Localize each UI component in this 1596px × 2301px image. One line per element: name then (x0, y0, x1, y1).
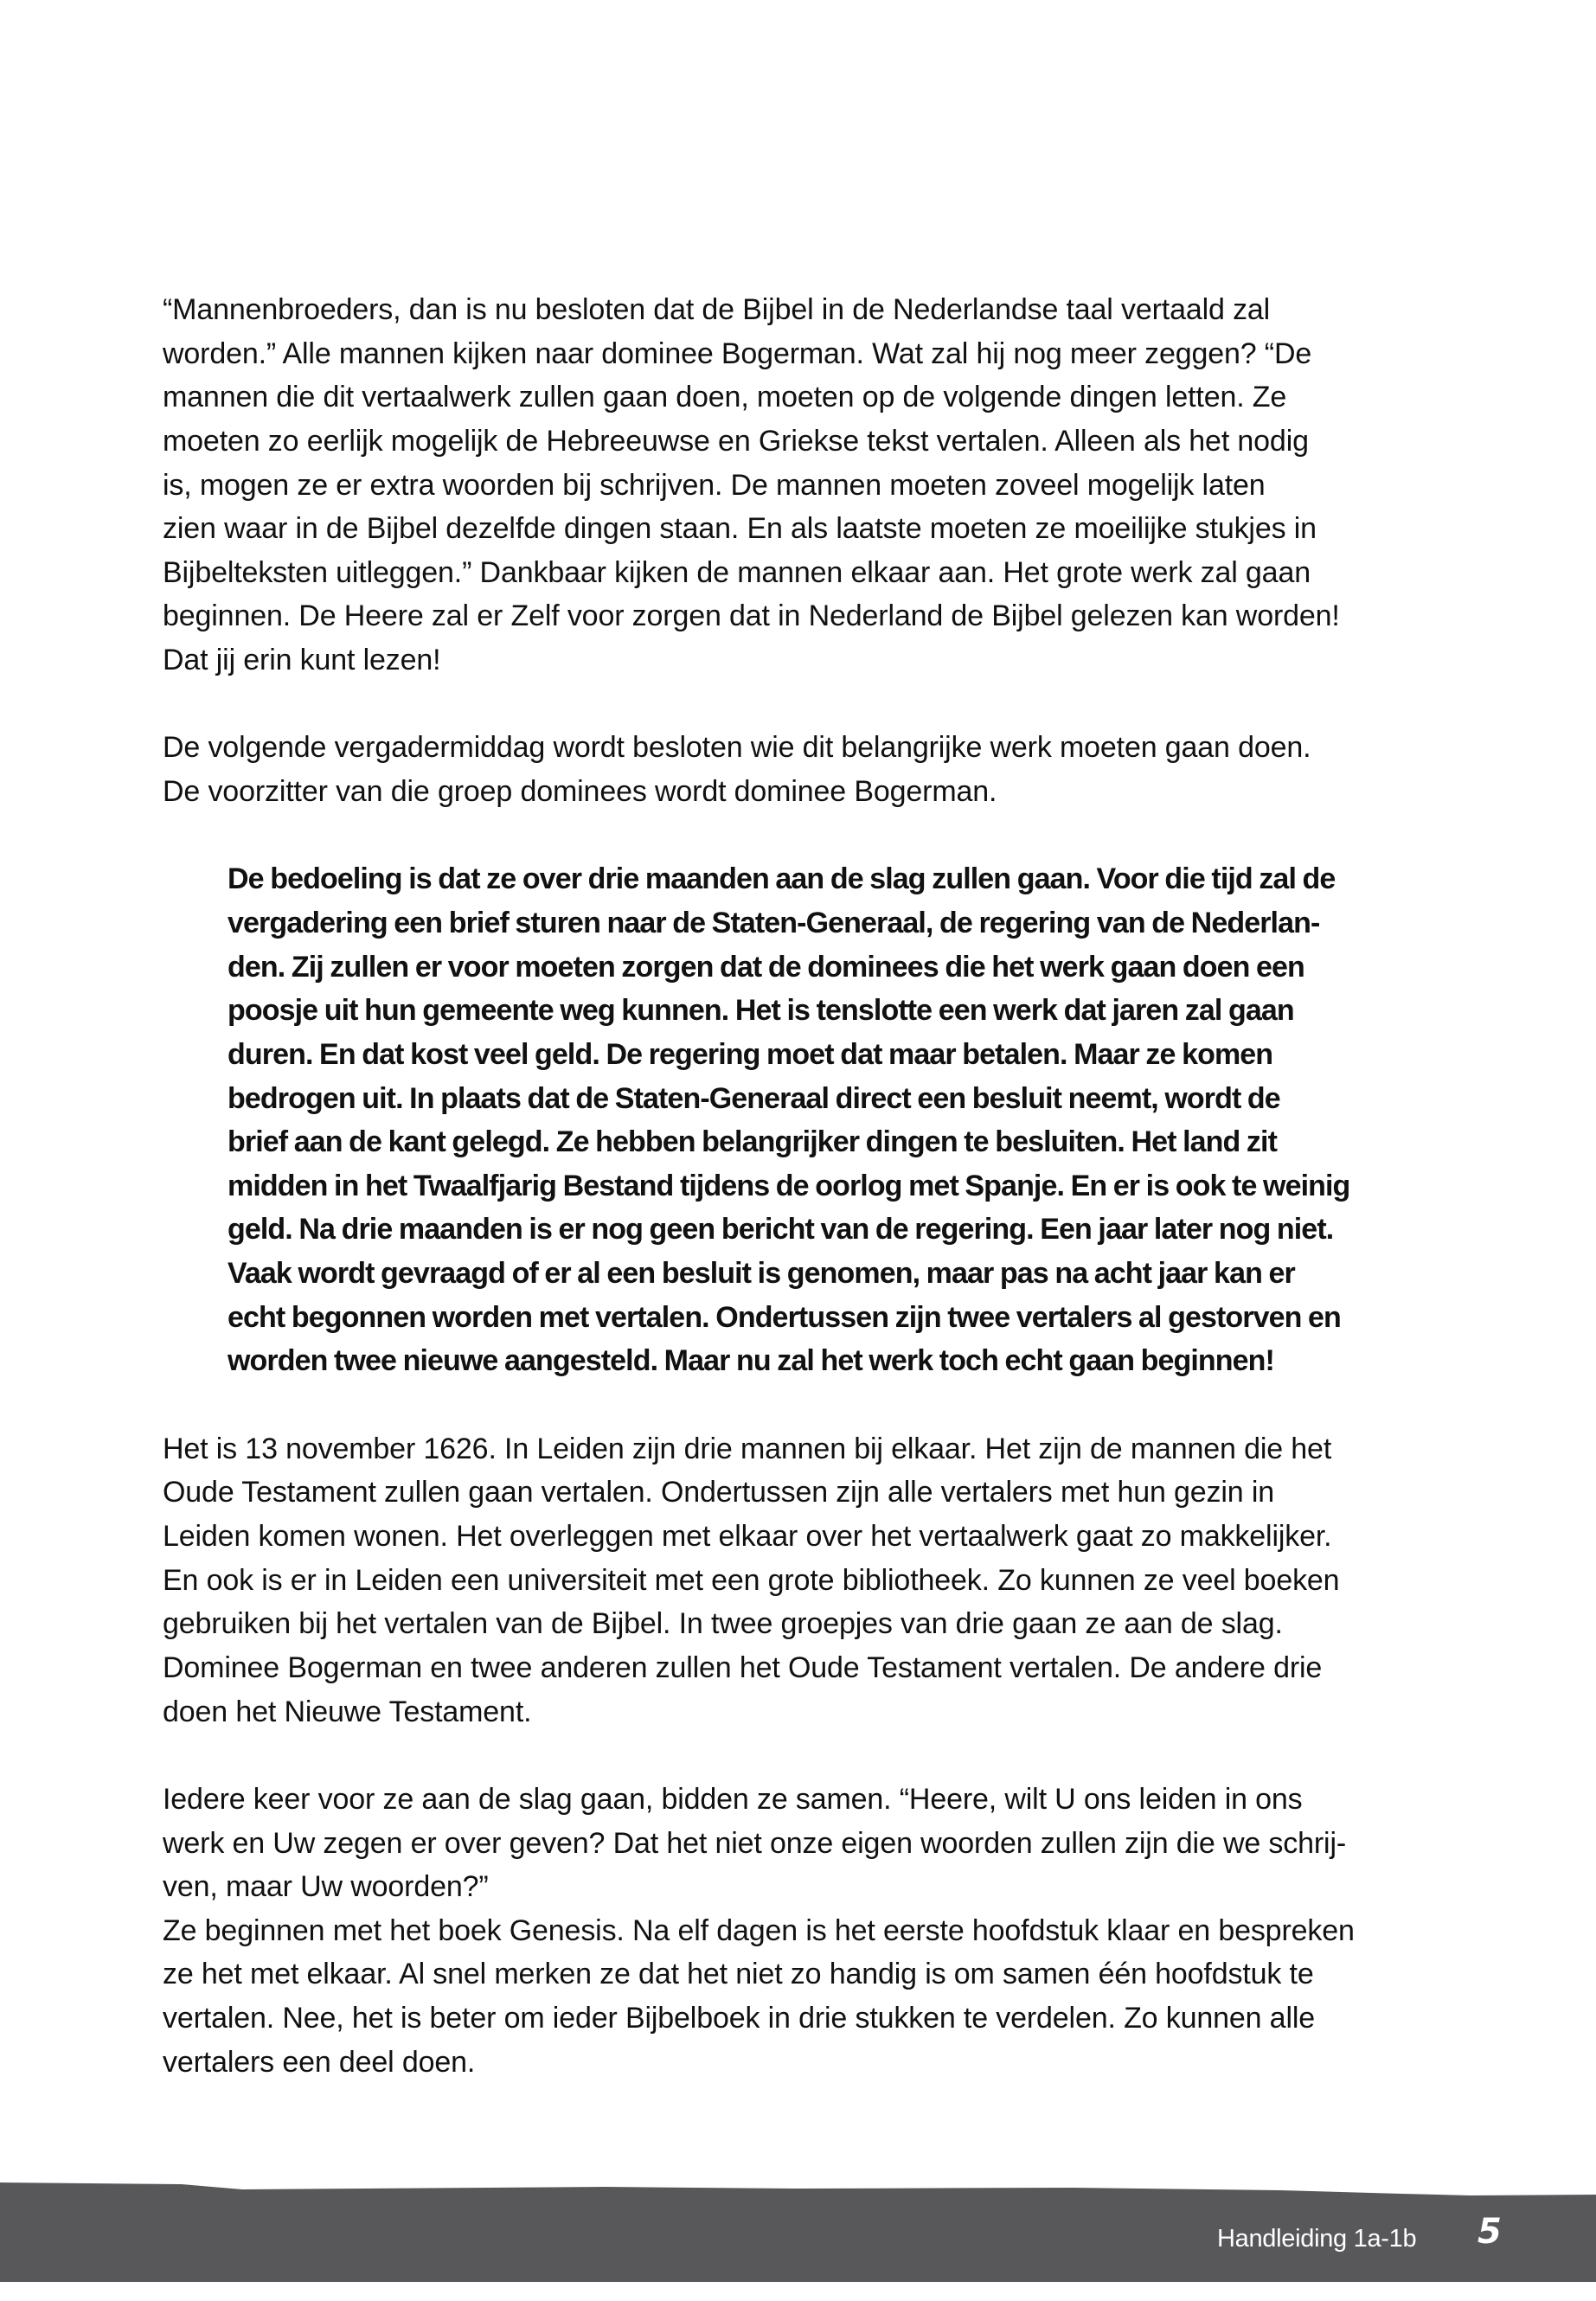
text-line: is, mogen ze er extra woorden bij schrijven. De mannen moeten zoveel mogelijk laten (163, 468, 1266, 502)
text-line: midden in het Twaalfjarig Bestand tijdens de oorlog met Spanje. En er is ook te weinig (228, 1169, 1350, 1202)
text-line: Oude Testament zullen gaan vertalen. Ondertussen zijn alle vertalers met hun gezin in (163, 1476, 1275, 1509)
text-line: brief aan de kant gelegd. Ze hebben belangrijker dingen te besluiten. Het land zit (228, 1125, 1277, 1159)
text-line: geld. Na drie maanden is er nog geen bericht van de regering. Een jaar later nog niet. (228, 1213, 1334, 1247)
text-line: gebruiken bij het vertalen van de Bijbel. In twee groepjes van drie gaan ze aan de slag. (163, 1607, 1283, 1641)
paragraph-spacer (163, 814, 1355, 858)
text-line: bedrogen uit. In plaats dat de Staten-Generaal direct een besluit neemt, wordt de (228, 1081, 1280, 1115)
text-line: ze het met elkaar. Al snel merken ze dat het niet zo handig is om samen één hoofdstuk te (163, 1958, 1314, 1991)
paragraph-spacer (163, 1734, 1355, 1778)
footer-title: Handleiding 1a-1b (1217, 2225, 1417, 2253)
text-line: zien waar in de Bijbel dezelfde dingen staan. En als laatste moeten ze moeilijke stukjes in (163, 512, 1317, 546)
text-line: vertalen. Nee, het is beter om ieder Bijbelboek in drie stukken te verdelen. Zo kunnen alle (163, 2002, 1316, 2035)
callout-text (228, 857, 1349, 1383)
paragraph-1 (163, 288, 1355, 683)
text-line: mannen die dit vertaalwerk zullen gaan doen, moeten op de volgende dingen letten. Ze (163, 381, 1287, 414)
text-line: Vaak wordt gevraagd of er al een besluit is genomen, maar pas na acht jaar kan er (228, 1257, 1295, 1291)
text-line: Leiden komen wonen. Het overleggen met elkaar over het vertaalwerk gaat zo makkelijker. (163, 1520, 1332, 1554)
paragraph-2 (163, 726, 1355, 813)
text-line: De voorzitter van die groep dominees wordt dominee Bogerman. (163, 775, 997, 809)
callout-paragraph (163, 857, 1355, 1383)
text-line: De bedoeling is dat ze over drie maanden aan de slag zullen gaan. Voor die tijd zal de (228, 862, 1336, 896)
text-line: duren. En dat kost veel geld. De regering moet dat maar betalen. Maar ze komen (228, 1037, 1273, 1071)
paragraph-spacer (163, 1383, 1355, 1427)
text-line: doen het Nieuwe Testament. (163, 1695, 532, 1728)
text-line: En ook is er in Leiden een universiteit met een grote bibliotheek. Zo kunnen ze veel boeken (163, 1563, 1340, 1597)
text-line: Dominee Bogerman en twee anderen zullen het Oude Testament vertalen. De andere drie (163, 1650, 1323, 1684)
paragraph-5 (163, 1778, 1355, 2084)
text-line: Het is 13 november 1626. In Leiden zijn drie mannen bij elkaar. Het zijn de mannen die het (163, 1432, 1332, 1465)
text-line: Bijbelteksten uitleggen.” Dankbaar kijken de mannen elkaar aan. Het grote werk zal gaan (163, 555, 1311, 589)
page-number: 5 (1477, 2212, 1502, 2252)
paragraph-spacer (163, 683, 1355, 727)
text-line: worden twee nieuwe aangesteld. Maar nu zal het werk toch echt gaan beginnen! (228, 1344, 1274, 1378)
text-line: werk en Uw zegen er over geven? Dat het niet onze eigen woorden zullen zijn die we schrij- (163, 1826, 1347, 1860)
text-line: beginnen. De Heere zal er Zelf voor zorgen dat in Nederland de Bijbel gelezen kan worden! (163, 599, 1340, 633)
text-line: den. Zij zullen er voor moeten zorgen dat de dominees die het werk gaan doen een (228, 950, 1304, 984)
text-line: ven, maar Uw woorden?” (163, 1870, 489, 1904)
body-text (163, 288, 1355, 2084)
text-line: vergadering een brief sturen naar de Staten-Generaal, de regering van de Nederlan- (228, 906, 1320, 939)
text-line: vertalers een deel doen. (163, 2045, 476, 2079)
text-line: moeten zo eerlijk mogelijk de Hebreeuwse en Griekse tekst vertalen. Alleen als het nodig (163, 424, 1309, 458)
text-line: echt begonnen worden met vertalen. Ondertussen zijn twee vertalers al gestorven en (228, 1300, 1341, 1334)
text-line: Iedere keer voor ze aan de slag gaan, bidden ze samen. “Heere, wilt U ons leiden in ons (163, 1782, 1303, 1816)
text-line: worden.” Alle mannen kijken naar dominee Bogerman. Wat zal hij nog meer zeggen? “De (163, 336, 1312, 370)
text-line: poosje uit hun gemeente weg kunnen. Het is tenslotte een werk dat jaren zal gaan (228, 994, 1294, 1028)
text-line: De volgende vergadermiddag wordt besloten wie dit belangrijke werk moeten gaan doen. (163, 731, 1311, 765)
text-line: Dat jij erin kunt lezen! (163, 644, 441, 677)
text-line: “Mannenbroeders, dan is nu besloten dat de Bijbel in de Nederlandse taal vertaald zal (163, 293, 1271, 326)
paragraph-4 (163, 1427, 1355, 1734)
text-line: Ze beginnen met het boek Genesis. Na elf dagen is het eerste hoofdstuk klaar en bespreken (163, 1913, 1355, 1947)
